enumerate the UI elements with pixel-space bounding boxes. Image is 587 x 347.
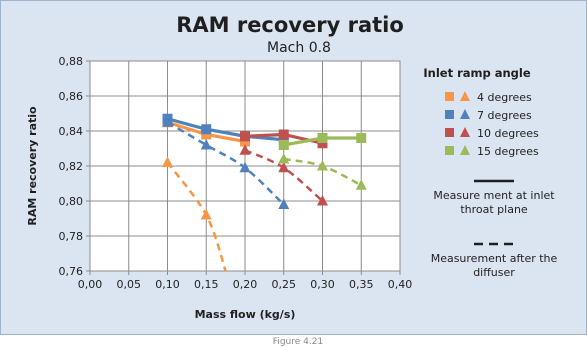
chart-subtitle: Mach 0.8 bbox=[267, 40, 331, 56]
data-point-square bbox=[279, 130, 289, 140]
data-point-square bbox=[356, 133, 366, 143]
data-point-square bbox=[318, 133, 328, 143]
y-tick-label: 0,84 bbox=[58, 125, 83, 138]
chart-title: RAM recovery ratio bbox=[176, 13, 404, 37]
legend-triangle-marker bbox=[460, 91, 470, 101]
x-tick-label: 0,40 bbox=[387, 278, 413, 291]
legend-triangle-marker bbox=[460, 127, 470, 137]
x-tick-label: 0,30 bbox=[310, 278, 335, 291]
legend-line-description: throat plane bbox=[460, 203, 528, 216]
legend-label: 15 degrees bbox=[477, 145, 539, 158]
legend-label: 4 degrees bbox=[477, 91, 532, 104]
legend-square-marker bbox=[445, 110, 454, 119]
x-tick-label: 0,10 bbox=[155, 278, 180, 291]
y-tick-labels bbox=[59, 55, 84, 278]
legend-title: Inlet ramp angle bbox=[423, 66, 531, 80]
x-tick-label: 0,35 bbox=[349, 278, 374, 291]
y-tick-label: 0,86 bbox=[58, 90, 83, 103]
data-point-square bbox=[201, 124, 211, 134]
y-axis-label: RAM recovery ratio bbox=[26, 106, 39, 226]
x-tick-label: 0,00 bbox=[77, 278, 103, 291]
legend-label: 7 degrees bbox=[477, 109, 532, 122]
legend-triangle-marker bbox=[460, 145, 470, 155]
y-tick-label: 0,82 bbox=[58, 160, 83, 173]
legend-line-description: diffuser bbox=[473, 266, 515, 279]
x-tick-label: 0,05 bbox=[116, 278, 141, 291]
legend-square-marker bbox=[445, 92, 454, 101]
y-tick-label: 0,80 bbox=[58, 195, 83, 208]
x-tick-labels bbox=[78, 278, 413, 291]
legend-line-description: Measurement after the bbox=[430, 252, 558, 265]
legend-label: 10 degrees bbox=[477, 127, 539, 140]
legend-triangle-marker bbox=[460, 109, 470, 119]
legend-square-marker bbox=[445, 146, 454, 155]
x-tick-label: 0,25 bbox=[271, 278, 296, 291]
x-tick-label: 0,15 bbox=[194, 278, 219, 291]
x-tick-label: 0,20 bbox=[232, 278, 258, 291]
y-tick-label: 0,88 bbox=[58, 55, 83, 68]
y-tick-label: 0,78 bbox=[58, 230, 83, 243]
legend-line-description: Measure ment at inlet bbox=[433, 189, 555, 202]
legend-square-marker bbox=[445, 128, 454, 137]
figure-caption: Figure 4.21 bbox=[272, 337, 324, 347]
data-point-square bbox=[279, 140, 289, 150]
legend bbox=[423, 66, 557, 279]
x-axis-label: Mass flow (kg/s) bbox=[194, 308, 296, 321]
data-point-square bbox=[240, 131, 250, 141]
y-tick-label: 0,76 bbox=[58, 265, 83, 278]
